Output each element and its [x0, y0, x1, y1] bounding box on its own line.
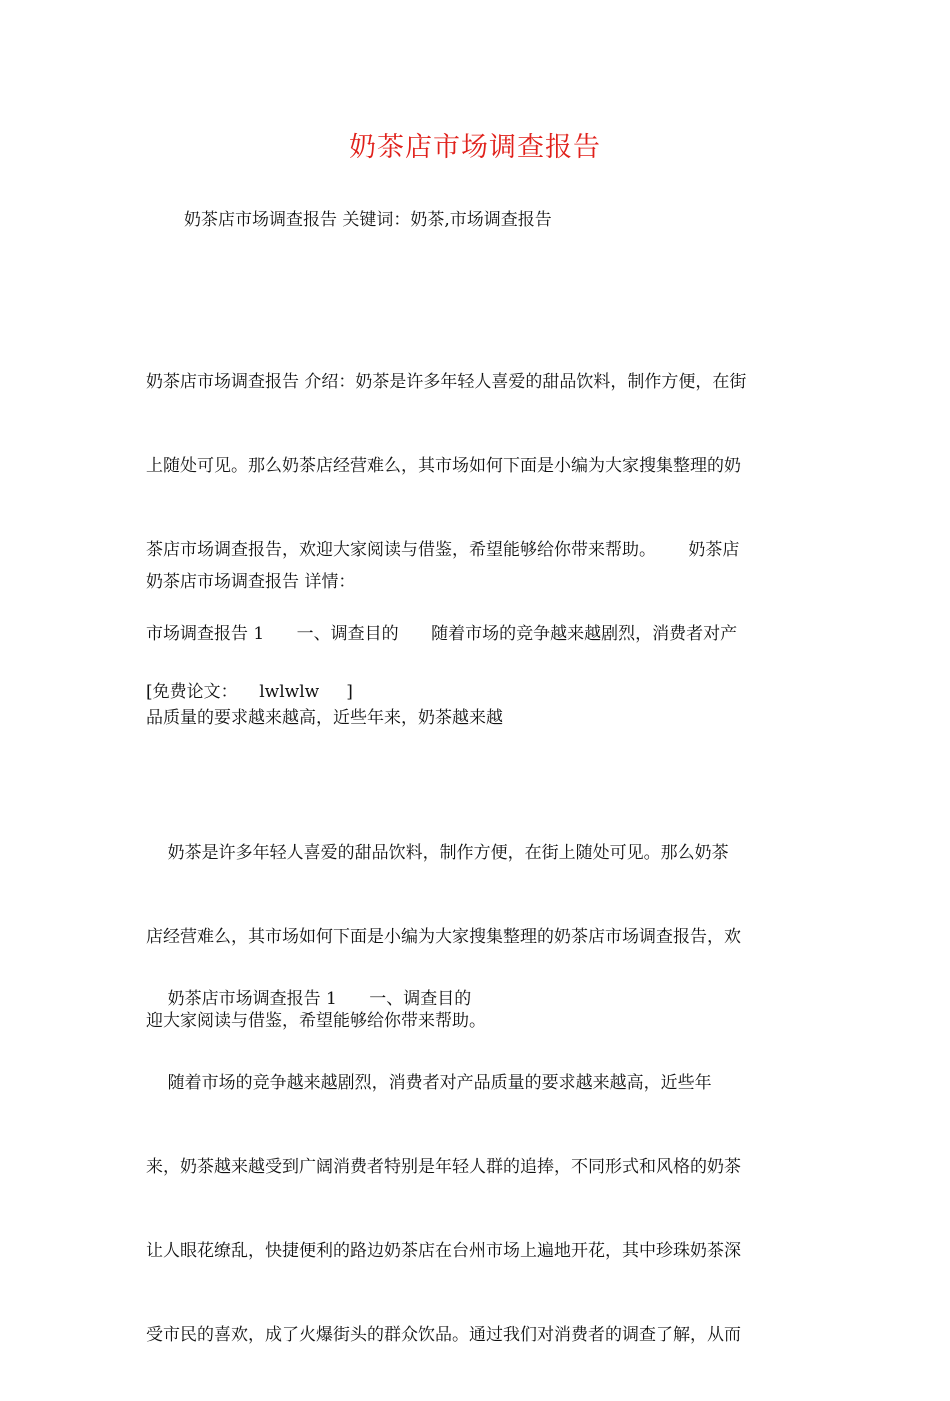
section-line: 受市民的喜欢，成了火爆街头的群众饮品。通过我们对消费者的调查了解，从而 — [146, 1325, 741, 1345]
intro-line: 市场调查报告 1 一、调查目的 随着市场的竞争越来越剧烈，消费者对产 — [146, 624, 738, 644]
body-line: 店经营难么，其市场如何下面是小编为大家搜集整理的奶茶店市场调查报告，欢 — [146, 927, 741, 947]
body-line: 迎大家阅读与借鉴，希望能够给你带来帮助。 — [146, 1011, 486, 1031]
intro-line: 品质量的要求越来越高，近些年来，奶茶越来越 — [146, 708, 503, 728]
section-line: 让人眼花缭乱，快捷便利的路边奶茶店在台州市场上遍地开花，其中珍珠奶茶深 — [146, 1241, 741, 1261]
intro-line: 上随处可见。那么奶茶店经营难么，其市场如何下面是小编为大家搜集整理的奶 — [146, 456, 741, 476]
keywords-line: 奶茶店市场调查报告 关键词：奶茶,市场调查报告 — [184, 210, 552, 230]
section-paragraph — [146, 933, 806, 1401]
intro-line: 茶店市场调查报告，欢迎大家阅读与借鉴，希望能够给你带来帮助。 奶茶店 — [146, 540, 740, 560]
section-line: 来，奶茶越来越受到广阔消费者特别是年轻人群的追捧，不同形式和风格的奶茶 — [146, 1157, 741, 1177]
document-title: 奶茶店市场调查报告 — [349, 132, 601, 163]
intro-paragraph — [146, 316, 806, 784]
intro-line: 奶茶店市场调查报告 介绍：奶茶是许多年轻人喜爱的甜品饮料，制作方便，在街 — [146, 372, 747, 392]
free-paper-note: [免费论文： lwlwlw ] — [146, 682, 353, 702]
detail-label: 奶茶店市场调查报告 详情： — [146, 572, 356, 592]
section-heading: 奶茶店市场调查报告 1 一、调查目的 — [146, 989, 472, 1009]
section-line: 随着市场的竞争越来越剧烈，消费者对产品质量的要求越来越高，近些年 — [146, 1073, 712, 1093]
body-line: 奶茶是许多年轻人喜爱的甜品饮料，制作方便，在街上随处可见。那么奶茶 — [146, 843, 729, 863]
